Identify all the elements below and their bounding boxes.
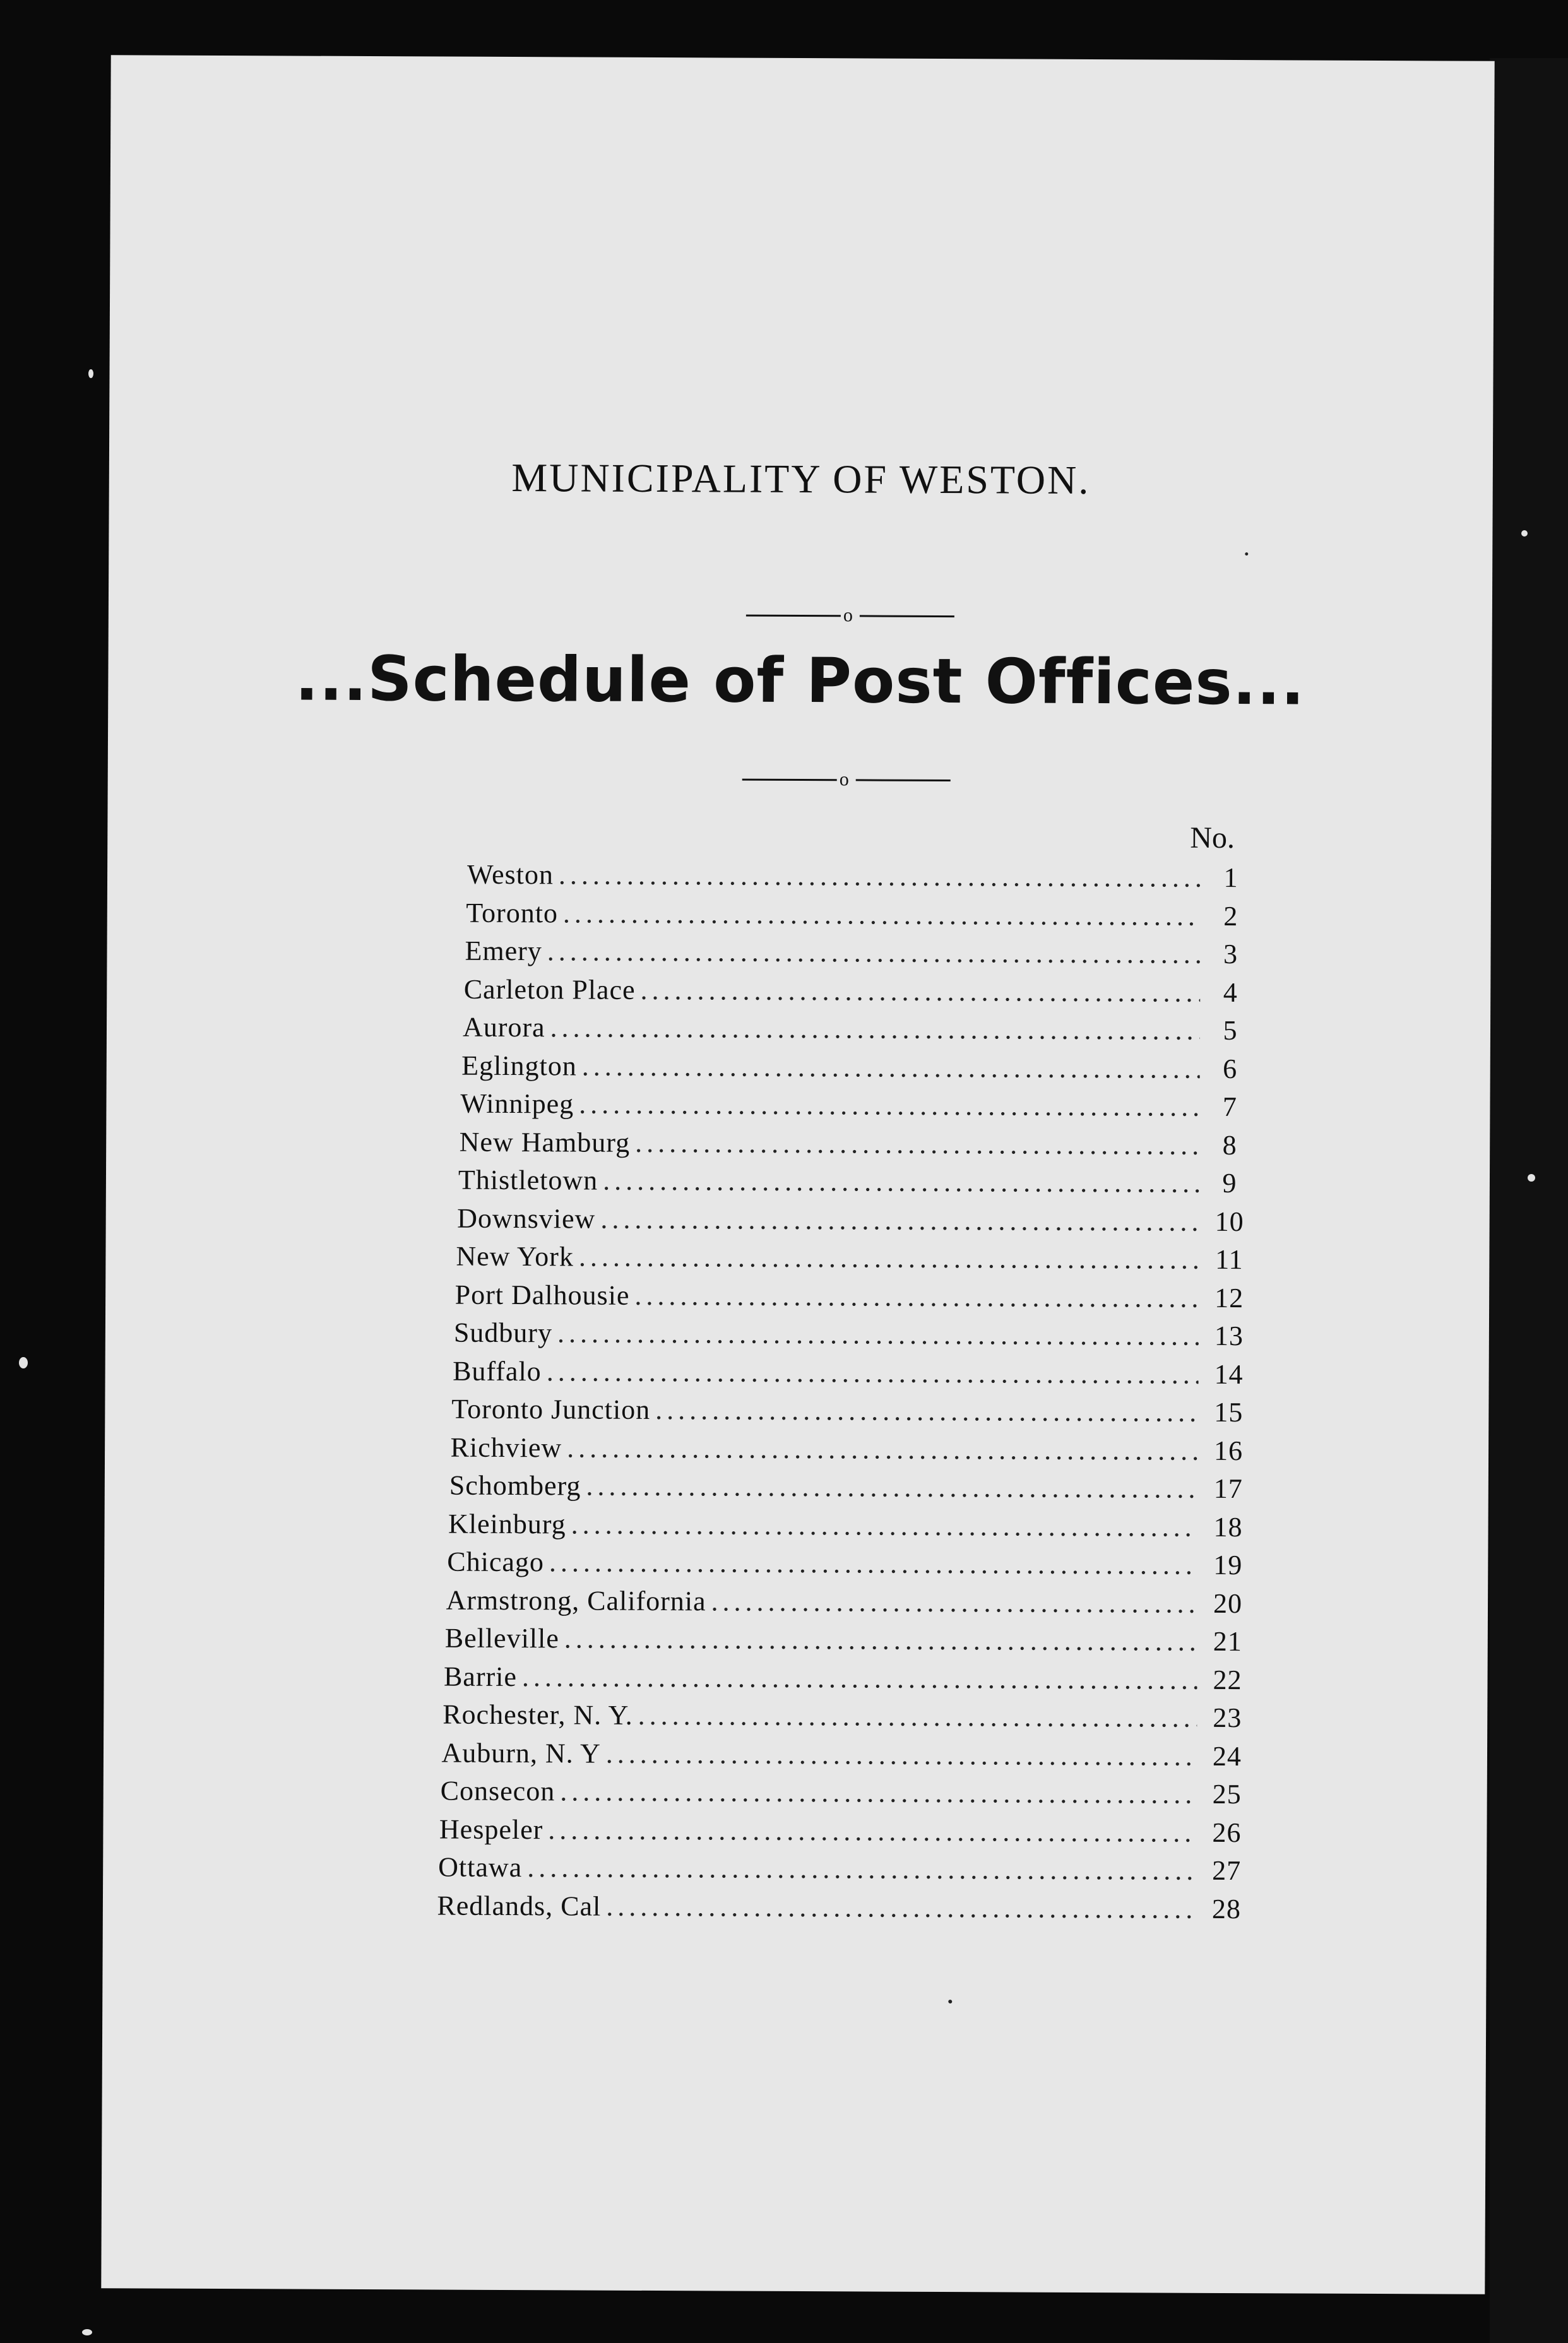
dot-leader — [579, 1088, 1199, 1122]
dot-leader — [586, 1470, 1198, 1505]
dot-leader — [640, 973, 1200, 1008]
post-office-number: 5 — [1223, 1014, 1238, 1047]
divider-line-left — [742, 779, 837, 781]
dot-leader — [582, 1050, 1200, 1084]
divider-mark: o — [839, 769, 849, 790]
post-office-name: Downsview — [457, 1202, 596, 1235]
schedule-row — [464, 973, 1256, 1014]
schedule-row — [456, 1240, 1254, 1282]
dot-leader — [560, 1775, 1197, 1810]
post-office-name: New Hamburg — [459, 1126, 631, 1158]
post-office-number: 11 — [1215, 1243, 1244, 1276]
dot-leader — [579, 1240, 1199, 1275]
schedule-row — [449, 1469, 1254, 1511]
dot-leader — [711, 1585, 1197, 1619]
dot-leader — [635, 1126, 1199, 1161]
schedule-row — [439, 1813, 1252, 1854]
post-office-name: Kleinburg — [448, 1508, 566, 1539]
dot-leader — [549, 1546, 1198, 1581]
schedule-row — [442, 1699, 1252, 1740]
dot-leader — [571, 1508, 1198, 1543]
number-column-header: No. — [1190, 821, 1235, 855]
post-office-number: 14 — [1214, 1358, 1244, 1390]
schedule-row — [458, 1164, 1255, 1206]
schedule-row — [451, 1393, 1254, 1435]
post-office-number: 13 — [1214, 1320, 1244, 1352]
post-office-name: Armstrong, California — [446, 1584, 706, 1616]
dust-speck — [1528, 1174, 1535, 1182]
post-office-number: 23 — [1213, 1702, 1242, 1734]
post-office-name: Port Dalhousie — [454, 1279, 630, 1311]
schedule-row — [448, 1507, 1254, 1549]
post-office-number: 25 — [1212, 1778, 1242, 1810]
post-office-name: Carleton Place — [463, 973, 636, 1005]
dot-leader — [559, 858, 1201, 893]
post-office-name: Toronto Junction — [451, 1393, 651, 1425]
post-office-name: Belleville — [444, 1622, 559, 1654]
schedule-row — [466, 896, 1256, 938]
dot-leader — [550, 1011, 1201, 1046]
dot-leader — [547, 1355, 1199, 1391]
post-office-name: Richview — [450, 1432, 562, 1463]
post-office-number: 10 — [1215, 1206, 1244, 1237]
post-office-number: 28 — [1211, 1893, 1242, 1925]
post-office-name: Schomberg — [449, 1469, 581, 1502]
post-office-number: 24 — [1212, 1740, 1242, 1772]
post-office-number: 16 — [1213, 1435, 1244, 1466]
dot-leader — [655, 1394, 1198, 1428]
dust-speck — [82, 2329, 92, 2335]
municipality-heading: MUNICIPALITY OF WESTON. — [511, 455, 1091, 503]
post-office-number: 7 — [1222, 1091, 1238, 1123]
post-office-number: 2 — [1223, 900, 1238, 932]
post-office-name: Hespeler — [439, 1813, 543, 1845]
dot-leader — [548, 1813, 1196, 1848]
schedule-row — [455, 1278, 1255, 1320]
schedule-row — [447, 1546, 1253, 1587]
page-title: ...Schedule of Post Offices... — [295, 643, 1305, 720]
post-office-name: Emery — [465, 935, 542, 967]
schedule-row — [444, 1660, 1253, 1702]
dust-speck — [19, 1357, 28, 1368]
post-office-number: 17 — [1213, 1473, 1243, 1505]
dot-leader — [638, 1699, 1197, 1734]
dot-leader — [603, 1165, 1199, 1199]
post-office-name: New York — [456, 1240, 574, 1272]
dot-leader — [634, 1279, 1199, 1314]
post-office-number: 1 — [1223, 862, 1238, 894]
dot-leader — [547, 935, 1201, 970]
schedule-row — [441, 1736, 1252, 1778]
post-office-number: 9 — [1222, 1167, 1237, 1199]
dot-leader — [606, 1890, 1196, 1925]
post-office-number: 19 — [1213, 1549, 1243, 1581]
post-office-name: Consecon — [440, 1775, 555, 1807]
document-sheet — [101, 55, 1494, 2294]
dot-leader — [606, 1737, 1197, 1772]
post-office-name: Eglington — [461, 1050, 577, 1081]
schedule-row — [463, 1011, 1256, 1053]
post-office-name: Rochester, N. Y. — [442, 1699, 633, 1731]
dust-speck — [88, 369, 93, 378]
dot-leader — [600, 1202, 1199, 1237]
document-content — [101, 55, 1494, 2294]
schedule-row — [446, 1584, 1253, 1625]
post-office-name: Chicago — [447, 1546, 545, 1578]
post-office-number: 20 — [1213, 1587, 1243, 1619]
divider-ornament — [746, 602, 954, 628]
post-office-number: 15 — [1214, 1396, 1244, 1428]
schedule-row — [453, 1355, 1254, 1396]
post-office-number: 12 — [1215, 1282, 1244, 1314]
post-office-name: Weston — [466, 858, 554, 891]
post-office-number: 8 — [1222, 1129, 1237, 1161]
schedule-row — [460, 1125, 1256, 1167]
dot-leader — [567, 1432, 1198, 1466]
post-office-name: Auburn, N. Y — [441, 1737, 601, 1769]
schedule-row — [438, 1851, 1252, 1893]
post-office-number: 21 — [1213, 1625, 1242, 1658]
divider-mark: o — [843, 605, 853, 626]
dust-speck — [1521, 530, 1528, 537]
post-office-name: Aurora — [462, 1011, 545, 1043]
post-office-name: Barrie — [443, 1661, 518, 1692]
dot-leader — [522, 1661, 1197, 1696]
divider-line-left — [746, 615, 841, 617]
schedule-row — [465, 935, 1256, 976]
post-office-name: Redlands, Cal — [437, 1890, 602, 1922]
post-office-name: Winnipeg — [460, 1088, 574, 1120]
schedule-row — [437, 1889, 1252, 1931]
divider-line-right — [860, 615, 954, 617]
schedule-row — [454, 1317, 1254, 1358]
schedule-row — [441, 1775, 1252, 1817]
post-office-number: 22 — [1213, 1664, 1242, 1695]
post-office-name: Ottawa — [438, 1851, 523, 1883]
scan-shadow-edge — [1490, 58, 1568, 2343]
divider-ornament — [742, 766, 951, 792]
post-office-name: Thistletown — [458, 1164, 598, 1196]
dot-leader — [564, 1622, 1197, 1657]
post-office-number: 6 — [1223, 1053, 1238, 1084]
post-office-name: Toronto — [466, 897, 559, 928]
dot-leader — [527, 1851, 1196, 1887]
post-office-number: 3 — [1223, 938, 1238, 970]
post-office-number: 27 — [1212, 1854, 1242, 1887]
post-office-number: 18 — [1213, 1511, 1243, 1543]
dot-leader — [563, 897, 1201, 932]
schedule-row — [461, 1049, 1256, 1091]
post-office-name: Buffalo — [453, 1355, 542, 1387]
post-office-name: Sudbury — [453, 1317, 553, 1349]
post-office-schedule — [437, 858, 1256, 1931]
schedule-row — [457, 1202, 1255, 1243]
post-office-number: 26 — [1212, 1817, 1242, 1848]
divider-line-right — [856, 779, 951, 781]
schedule-row — [450, 1431, 1254, 1473]
schedule-row — [460, 1088, 1255, 1129]
schedule-row — [445, 1622, 1253, 1664]
post-office-number: 4 — [1223, 976, 1238, 1008]
dot-leader — [557, 1317, 1199, 1351]
schedule-row — [467, 858, 1256, 900]
